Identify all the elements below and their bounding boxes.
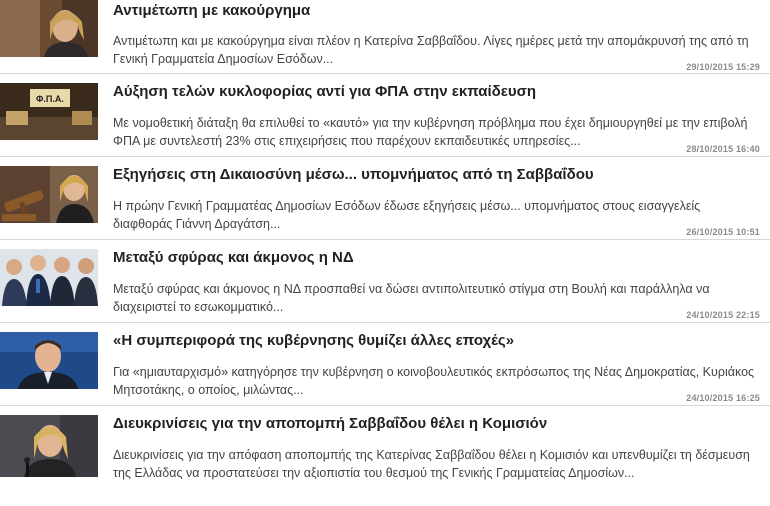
news-item[interactable] xyxy=(0,323,770,406)
fpa-sign-photo[interactable] xyxy=(0,83,98,140)
article-excerpt: Αντιμέτωπη και με κακούργημα είναι πλέον η Κατερίνα Σαββαΐδου. Λίγες ημέρες μετά την απομάκρυνσή της από τη Γενική Γραμματεία Δημοσίων Εσόδων... xyxy=(113,34,749,66)
article-excerpt: Η πρώην Γενική Γραμματέας Δημοσίων Εσόδων έδωσε εξηγήσεις μέσω... υπομνήματος στους εισαγγελείς διαφθοράς Γιάννη Δραγάτση... xyxy=(113,199,701,231)
article-date: 29/10/2015 15:29 xyxy=(686,62,760,72)
news-item[interactable] xyxy=(0,157,770,240)
article-date: 24/10/2015 16:25 xyxy=(686,393,760,403)
article-date: 24/10/2015 22:15 xyxy=(686,310,760,320)
man-portrait-photo[interactable] xyxy=(0,332,98,389)
article-excerpt: Μεταξύ σφύρας και άκμονος η ΝΔ προσπαθεί να δώσει αντιπολιτευτικό στίγμα στη Βουλή και παράλληλα να διαχειριστεί το εσωκομματικό... xyxy=(113,282,710,314)
article-title[interactable]: Μεταξύ σφύρας και άκμονος η ΝΔ xyxy=(113,249,354,266)
article-title[interactable]: Αντιμέτωπη με κακούργημα xyxy=(113,2,311,19)
news-item[interactable] xyxy=(0,240,770,323)
politicians-group-photo[interactable] xyxy=(0,249,98,306)
article-title[interactable]: «Η συμπεριφορά της κυβέρνησης θυμίζει άλλες εποχές» xyxy=(113,332,515,349)
article-excerpt: Για «ημιαυταρχισμό» κατηγόρησε την κυβέρνηση ο κοινοβουλευτικός εκπρόσωπος της Νέας Δημοκρατίας, Κυριάκος Μητσοτάκης, ο οποίος, μιλώντας... xyxy=(113,365,755,397)
article-title[interactable]: Αύξηση τελών κυκλοφορίας αντί για ΦΠΑ στην εκπαίδευση xyxy=(113,83,537,100)
article-title[interactable]: Διευκρινίσεις για την αποπομπή Σαββαΐδου θέλει η Κομισιόν xyxy=(113,415,548,432)
news-item[interactable] xyxy=(0,74,770,157)
article-title[interactable]: Εξηγήσεις στη Δικαιοσύνη μέσω... υπομνήματος από τη Σαββαΐδου xyxy=(113,166,594,183)
article-date: 28/10/2015 16:40 xyxy=(686,144,760,154)
article-excerpt: Διευκρινίσεις για την απόφαση αποπομπής της Κατερίνας Σαββαΐδου θέλει η Κομισιόν και υπενθυμίζει τη δέσμευση της Ελλάδας να προστατεύσει την αξιοπιστία του θεσμού της Γενικής Γραμματείας Δημοσίων... xyxy=(113,448,750,480)
article-excerpt: Με νομοθετική διάταξη θα επιλυθεί το «καυτό» για την κυβέρνηση πρόβλημα που έχει δημιουργηθεί με την επιβολή ΦΠΑ με συντελεστή 23% στις επιχειρήσεις που παρέχουν εκπαιδευτικές υπηρεσίες... xyxy=(113,116,748,148)
fpa-sign-text: Φ.Π.Α. xyxy=(36,94,64,104)
news-item[interactable] xyxy=(0,406,770,506)
woman-microphone-photo[interactable] xyxy=(0,415,98,477)
news-item[interactable] xyxy=(0,0,770,74)
article-date: 26/10/2015 10:51 xyxy=(686,227,760,237)
woman-portrait-photo[interactable] xyxy=(0,0,98,57)
gavel-and-woman-photo[interactable] xyxy=(0,166,98,223)
